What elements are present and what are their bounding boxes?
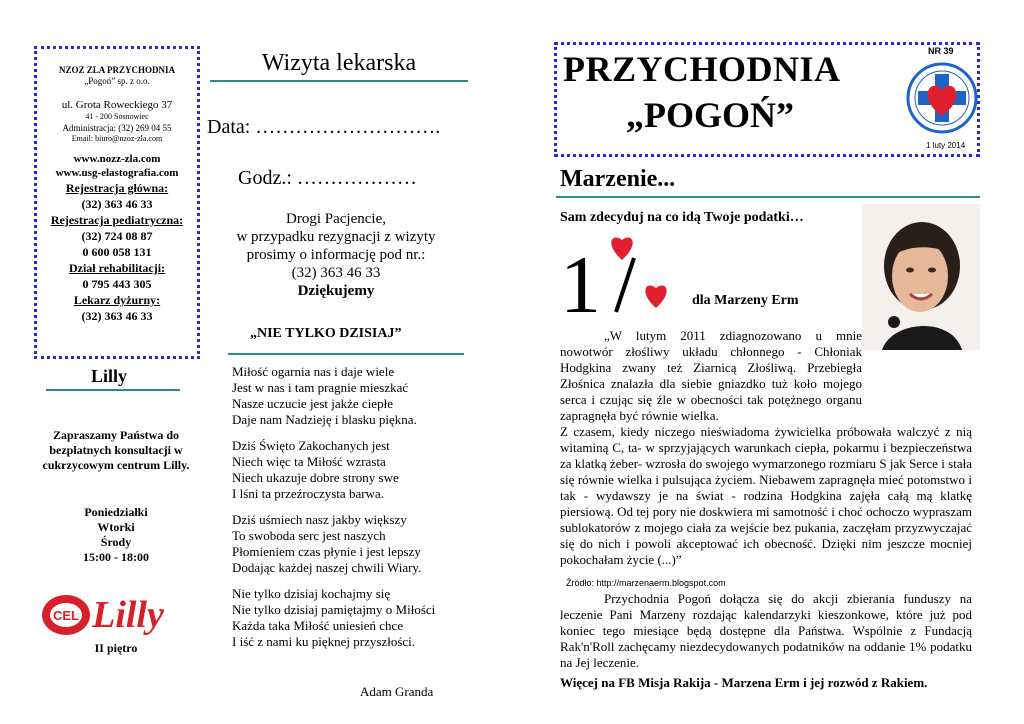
clinic-street: ul. Grota Roweckiego 37 [61, 99, 173, 111]
article-story-part-1 [560, 328, 862, 424]
article-tagline: Sam zdecyduj na co idą Twoje podatki… [560, 210, 804, 225]
poem-stanza [232, 438, 468, 502]
one-percent-sign: % [560, 236, 561, 237]
visit-date-field: Data: ………………………. [207, 116, 441, 138]
poem-line: Jest w nas i tam pragnie mieszkać [232, 380, 409, 395]
masthead-title-line-2: „POGOŃ” [626, 95, 794, 135]
poem-body [232, 364, 468, 660]
poem-title: „NIE TYLKO DZISIAJ” [250, 326, 402, 341]
lilly-logo [38, 583, 194, 643]
article-paragraph-2 [560, 591, 972, 671]
visit-title: Wizyta lekarska [261, 50, 417, 76]
poem-line: Daje nam Nadzieję i blasku piękna. [232, 412, 417, 427]
article-source[interactable]: Źródło: http://marzenaerm.blogspot.com [566, 578, 726, 588]
lilly-divider [46, 389, 180, 391]
poem-stanza [232, 512, 468, 576]
reg-ped-label: Rejestracja pediatryczna: [50, 213, 184, 227]
one-percent-digit: 1 [560, 239, 601, 316]
visit-time-field: Godz.: ……………… [238, 167, 417, 189]
article-beneficiary: dla Marzeny Erm [692, 293, 799, 308]
article-facebook-note: Więcej na FB Misja Rakija - Marzena Erm i jej rozwód z Rakiem. [560, 675, 928, 690]
poem-line: Dziś uśmiech nasz jakby większy [232, 512, 407, 527]
poem-author: Adam Granda [360, 684, 434, 699]
clinic-info-box [34, 46, 200, 359]
rehab-phone: 0 795 443 305 [82, 277, 152, 291]
article-divider [556, 196, 980, 198]
poem-line: Nie tylko dzisiaj kochajmy się [232, 586, 391, 601]
clinic-logo-icon [904, 56, 980, 138]
poem-line: Dziś Święto Zakochanych jest [232, 438, 390, 453]
duty-label: Lekarz dyżurny: [73, 293, 161, 307]
lilly-logo-wordmark: Lilly [92, 594, 164, 636]
masthead-title-line-1: PRZYCHODNIA [563, 49, 841, 89]
poem-divider [228, 353, 464, 355]
notice-phone: (32) 363 46 33 [291, 265, 381, 281]
reg-main-phone: (32) 363 46 33 [81, 197, 153, 211]
lilly-invitation: Zapraszamy Państwa do bezpłatnych konsultacji w cukrzycowym centrum Lilly. [42, 428, 190, 472]
marzena-photo [862, 204, 980, 350]
reg-ped-phone-2: 0 600 058 131 [82, 245, 152, 259]
lilly-heading: Lilly [90, 366, 127, 386]
poem-line: Dodając każdej naszej chwili Wiary. [232, 560, 422, 575]
article-story-part-2: Z czasem, kiedy niczego nieświadoma żywicielka próbowała walczyć z nią witaminą C, ta- w sprzyjających warunkach ciepła, pokarmu i bezpieczeństwa za klatką żeber- wzrosła do swojego wymarzonego rozmiaru S jak Serce i stała się równie wielka i pulsująca życiem. Niebawem zapragnęła mieć potomstwo i tak - wydawszy je na świat - rodzina Hodgkina zajęła całą mą klatkę piersiową. Od tej pory nie doskwiera mi samotność i choć ochoczo wypraszam sublokatorów z mojego ciała za wejście bez pukania, zaczęłam przyzwyczajać się do nich i powoli akceptować ich obecność. Dzięki nim jeszcze mocniej pokochałam życie (...)” [560, 424, 972, 567]
clinic-admin-phone: Administracja: (32) 269 04 55 [62, 123, 172, 133]
lilly-logo-cel: CEL [53, 608, 79, 623]
clinic-email: Email: biuro@nzoz-zla.com [71, 134, 163, 143]
lilly-day-3: Środy [100, 535, 132, 549]
clinic-company: „Pogoń” sp. z o.o. [84, 76, 150, 86]
notice-thanks: Dziękujemy [297, 283, 375, 299]
notice-line-2: w przypadku rezygnacji z wizyty [236, 229, 436, 245]
rehab-label: Dział rehabilitacji: [68, 261, 166, 275]
clinic-website-1[interactable]: www.nozz-zla.com [73, 153, 161, 165]
issue-number: NR 39 [928, 46, 954, 56]
reg-main-label: Rejestracja główna: [65, 181, 169, 195]
poem-line: I lśni ta przeźroczysta barwa. [232, 486, 384, 501]
poem-line: To swoboda serc jest naszych [232, 528, 386, 543]
poem-stanza [232, 586, 468, 650]
lilly-floor: II piętro [94, 641, 138, 655]
poem-line: Płomieniem czas płynie i jest lepszy [232, 544, 421, 559]
poem-line: Nie tylko dzisiaj pamiętajmy o Miłości [232, 602, 436, 617]
notice-line-3: prosimy o informację pod nr.: [246, 247, 426, 263]
clinic-city: 41 - 200 Sosnowiec [85, 112, 149, 121]
article-heading: Marzenie... [560, 166, 676, 192]
poem-line: I iść z nami ku pięknej przyszłości. [232, 634, 416, 649]
poem-stanza [232, 364, 468, 428]
issue-date: 1 luty 2014 [926, 141, 966, 150]
poem-line: Niech ukazuje dobre strony swe [232, 470, 399, 485]
poem-line: Niech więc ta Miłość wzrasta [232, 454, 386, 469]
lilly-schedule [34, 505, 198, 565]
duty-phone: (32) 363 46 33 [81, 309, 153, 323]
lilly-hours: 15:00 - 18:00 [83, 550, 149, 564]
one-percent-graphic [560, 236, 680, 316]
lilly-day-1: Poniedziałki [84, 505, 148, 519]
lilly-day-2: Wtorki [97, 520, 135, 534]
poem-line: Każda taka Miłość uniesień chce [232, 618, 404, 633]
reg-ped-phone-1: (32) 724 08 87 [81, 229, 153, 243]
poem-line: Miłość ogarnia nas i daje wiele [232, 364, 395, 379]
visit-divider [210, 80, 468, 82]
clinic-website-2[interactable]: www.usg-elastografia.com [55, 167, 179, 179]
poem-line: Nasze uczucie jest jakże ciepłe [232, 396, 393, 411]
visit-cancellation-notice [210, 210, 462, 300]
clinic-name: NZOZ ZLA PRZYCHODNIA [58, 65, 175, 75]
notice-line-1: Drogi Pacjencie, [286, 211, 386, 227]
story-text-1: „W lutym 2011 zdiagnozowano u mnie nowotwór złośliwy układu chłonnego - Chłoniak Hodgkina zwany też Ziarnicą Złośliwą. Przebiegła Złośnica znalazła dla siebie gniazdko tuż koło mojego serca i czując się źle w obecności tak potężnego organu zapragnęła być równie wielka. [560, 328, 862, 423]
para2-text: Przychodnia Pogoń dołącza się do akcji zbierania funduszy na leczenie Pani Marzeny rozdając kalendarzyki kieszonkowe, które już pod koniec tego miesiące będą dostępne dla Państwa. Wspólnie z Fundacją Rak'n'Roll zachęcamy niezdecydowanych podatników na oddanie 1% podatku na Jej leczenie. [560, 591, 972, 670]
